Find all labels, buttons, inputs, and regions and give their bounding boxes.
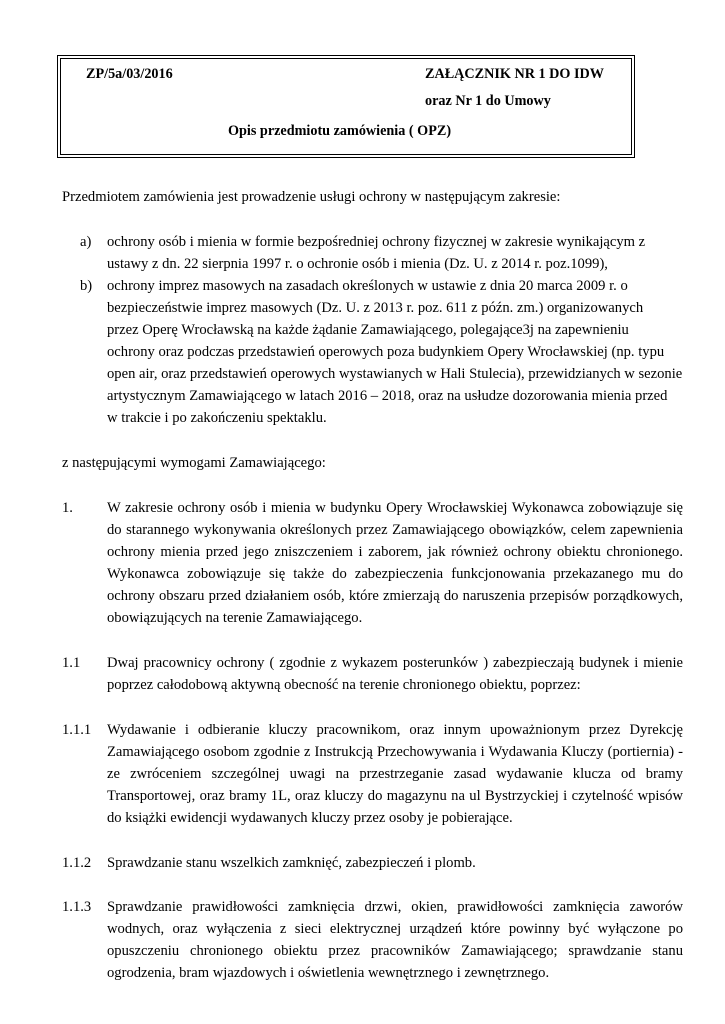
list-line: ochrony osób i mienia w formie bezpośredniej ochrony fizycznej w zakresie wynikającym z: [107, 234, 646, 250]
list-line: ustawy z dn. 22 sierpnia 1997 r. o ochronie osób i mienia (Dz. U. z 2014 r. poz.1099),: [107, 256, 608, 272]
section-line: Zamawiającego osobom zgodnie z Instrukcją Przechowywania i Wydawania Kluczy (portiernia) -: [107, 744, 683, 760]
list-line: w trakcie i po zakończeniu spektaklu.: [107, 410, 327, 426]
list-line: artystycznym Zamawiającego w latach 2016 – 2018, oraz na usłudze dozorowania mienia przed: [107, 388, 668, 404]
section-line: Dwaj pracownicy ochrony ( zgodnie z wykazem posterunków ) zabezpieczają budynek i mienie: [107, 655, 683, 671]
list-line: przez Operę Wrocławską na każde żądanie Zamawiającego, polegające3j na zapewnieniu: [107, 322, 629, 338]
intro-paragraph: Przedmiotem zamówienia jest prowadzenie usługi ochrony w następującym zakresie:: [62, 189, 561, 205]
section-number: 1.1.3: [62, 899, 92, 915]
section-line: ogrodzenia, bram wjazdowych i oświetlenia wewnętrznego i zewnętrznego.: [107, 965, 550, 981]
section-line: ochrony mienia przed jego zniszczeniem i zaborem, jak również ochrony obiektu chronionego.: [107, 544, 683, 560]
list-line: ochrony imprez masowych na zasadach określonych w ustawie z dnia 20 marca 2009 r. o: [107, 278, 628, 294]
section-line: Transportowej, oraz bramy 1L, oraz kluczy do magazynu na ul Bystrzyckiej i czytelność wpisów: [107, 788, 683, 804]
list-line: ochrony oraz podczas przedstawień operowych poza budynkiem Opery Wrocławskiej (np. typu: [107, 344, 665, 360]
section-line: W zakresie ochrony osób i mienia w budynku Opery Wrocławskiej Wykonawca zobowiązuje się: [107, 500, 683, 516]
section-line: ochrony obszaru przed działaniem osób, które zmierzają do naruszenia przepisów porządkowych,: [107, 588, 683, 604]
document-title: Opis przedmiotu zamówienia ( OPZ): [228, 123, 452, 139]
section-number: 1.1: [62, 655, 81, 671]
section-line: ze zwróceniem szczególnej uwagi na przestrzeganie zasad wydawanie klucza od bramy: [107, 766, 683, 782]
section-number: 1.: [62, 500, 73, 516]
list-line: bezpieczeństwie imprez masowych (Dz. U. z 2013 r. poz. 611 z późn. zm.) organizowanych: [107, 300, 644, 316]
list-label: b): [80, 278, 93, 294]
section-line: obowiązujących na terenie Zamawiającego.: [107, 610, 363, 626]
section-line: Sprawdzanie prawidłowości zamknięcia drzwi, okien, prawidłowości zamknięcia zaworów: [107, 899, 683, 915]
section-line: poprzez całodobową aktywną obecność na terenie chronionego obiektu, poprzez:: [107, 677, 581, 693]
section-number: 1.1.2: [62, 855, 92, 871]
annex-title: ZAŁĄCZNIK NR 1 DO IDW: [425, 66, 604, 82]
section-line: opuszczeniu chronionego obiektu przez pracowników Zamawiającego; sprawdzanie stanu: [107, 943, 683, 959]
section-number: 1.1.1: [62, 722, 92, 738]
annex-subtitle: oraz Nr 1 do Umowy: [425, 93, 551, 109]
list-label: a): [80, 234, 92, 250]
section-line: Sprawdzanie stanu wszelkich zamknięć, zabezpieczeń i plomb.: [107, 855, 476, 871]
document-reference: ZP/5a/03/2016: [86, 66, 173, 82]
header-box: [57, 55, 635, 158]
section-line: Wydawanie i odbieranie kluczy pracownikom, oraz innym upoważnionym przez Dyrekcję: [107, 722, 683, 738]
section-line: wodnych, oraz wyłączenia z sieci elektrycznej urządzeń które powinny być wyłączone po: [107, 921, 683, 937]
section-line: do starannego wykonywania określonych przez Zamawiającego obowiązków, celem zapewnienia: [107, 522, 683, 538]
section-line: do książki ewidencji wydawanych kluczy przez osoby je pobierające.: [107, 810, 513, 826]
requirements-intro: z następującymi wymogami Zamawiającego:: [62, 455, 326, 471]
list-line: open air, oraz przedstawień operowych wystawianych w Hali Stulecia), przewidzianych w sezonie: [107, 366, 683, 382]
section-line: Wykonawca zobowiązuje się także do zabezpieczenia funkcjonowania przekazanego mu do: [107, 566, 683, 582]
